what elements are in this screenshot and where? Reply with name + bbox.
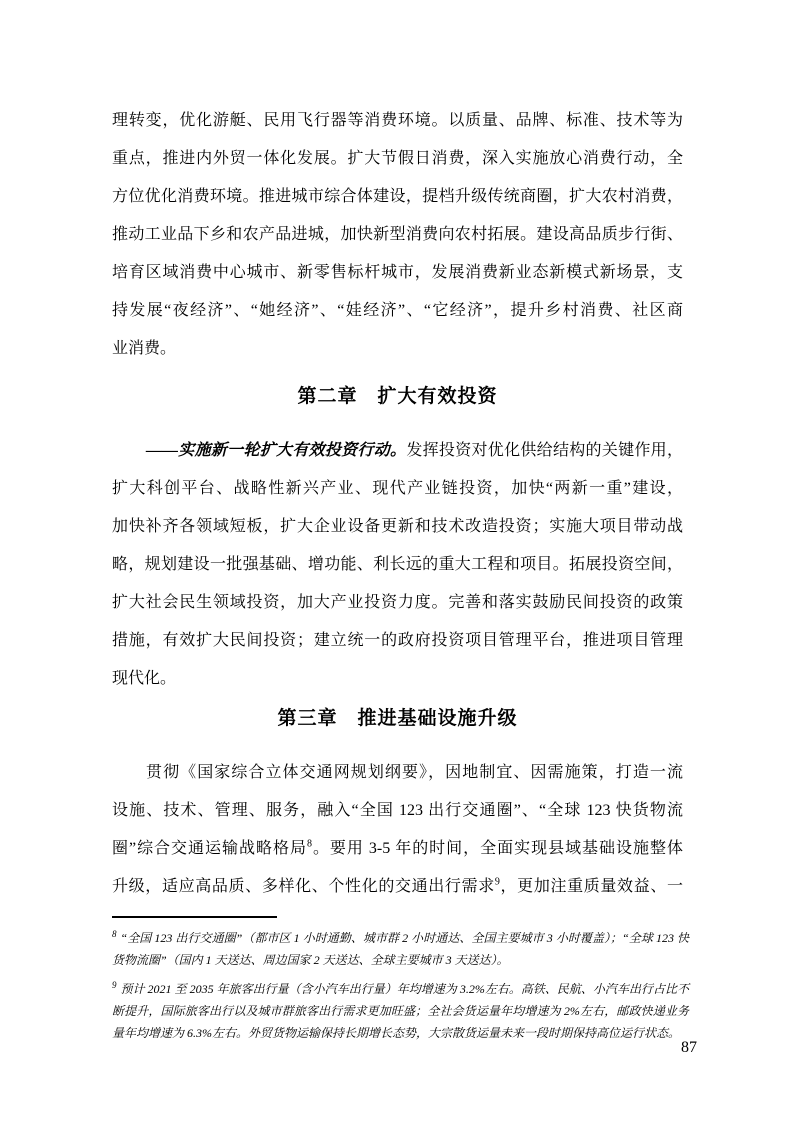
text-span: 圈”综合交通运输战略格局 [112,840,307,857]
text-line: 理转变，优化游艇、民用飞行器等消费环境。以质量、品牌、标准、技术等为 [112,112,683,129]
text-line: 略，规划建设一批强基础、增功能、利长远的重大工程和项目。拓展投资空间， [112,556,683,573]
text-line: 培育区域消费中心城市、新零售标杆城市，发展消费新业态新模式新场景，支 [112,264,683,281]
text-line: 重点，推进内外贸一体化发展。扩大节假日消费，深入实施放心消费行动，全 [112,150,683,167]
text-line: 方位优化消费环境。推进城市综合体建设，提档升级传统商圈，扩大农村消费， [112,188,683,205]
page-number: 87 [681,1039,697,1056]
text-line: 措施，有效扩大民间投资；建立统一的政府投资项目管理平台，推进项目管理 [112,632,683,649]
footnote-8 [112,927,689,971]
footnote-9 [112,978,689,1044]
text-span: ，更加注重质量效益、一 [499,878,683,895]
footnote-ref-9: 9 [494,876,500,888]
paragraph-investment [112,432,683,698]
text-line: 扩大社会民生领域投资，加大产业投资力度。完善和落实鼓励民间投资的政策 [112,594,683,611]
footnote-text: “全国 123 出行交通圈”（都市区 1 小时通勤、城市群 2 小时通达、全国主要城市 3 小时覆盖）；“全球 123 快货物流圈”（国内 1 天送达、周边国家 2 天送达、全球主要城市 3 天送达）。 [112,931,689,967]
footnote-marker-8: 8 [112,929,117,939]
text-line: 推动工业品下乡和农产品进城，加快新型消费向农村拓展。建设高品质步行街、 [112,226,683,243]
footnote-marker-9: 9 [112,980,117,990]
paragraph-consumption [112,102,683,368]
chapter-3-heading: 第三章 推进基础设施升级 [277,708,518,729]
text-line: 加快补齐各领域短板，扩大企业设备更新和技术改造投资；实施大项目带动战 [112,518,683,535]
text-line: 扩大科创平台、战略性新兴产业、现代产业链投资，加快“两新一重”建设， [112,480,683,497]
footnote-separator [112,916,277,918]
text-span: 发挥投资对优化供给结构的关键作用， [406,442,683,459]
text-line: 业消费。 [112,340,177,357]
text-line [112,432,683,470]
text-span: 。要用 3-5 年的时间，全面实现县域基础设施整体 [311,840,683,857]
footnote-text: 预计 2021 至 2035 年旅客出行量（含小汽车出行量）年均增速为 3.2%左右。高铁、民航、小汽车出行占比不断提升，国际旅客出行以及城市群旅客出行需求更加旺盛；全社会货运量年均增速为 2%左右，邮政快递业务量年均增速为 6.3%左右。外贸货物运输保持长期增长态势，大宗散货运量未来一段时期保持高位运行状态。 [112,982,689,1040]
paragraph-lead-emphasis: ——实施新一轮扩大有效投资行动。 [146,442,407,459]
text-line: 设施、技术、管理、服务，融入“全国 123 出行交通圈”、“全球 123 快货物流 [112,802,683,819]
paragraph-infrastructure [112,754,683,906]
text-span: 升级，适应高品质、多样化、个性化的交通出行需求 [112,878,495,895]
chapter-2-heading: 第二章 扩大有效投资 [297,386,498,407]
text-line [112,868,683,906]
text-line [112,830,683,868]
footnote-ref-8: 8 [306,838,312,850]
text-line: 贯彻《国家综合立体交通网规划纲要》，因地制宜、因需施策，打造一流 [146,764,683,781]
text-line: 现代化。 [112,670,177,687]
text-line: 持发展“夜经济”、“她经济”、“娃经济”、“它经济”，提升乡村消费、社区商 [112,302,683,319]
